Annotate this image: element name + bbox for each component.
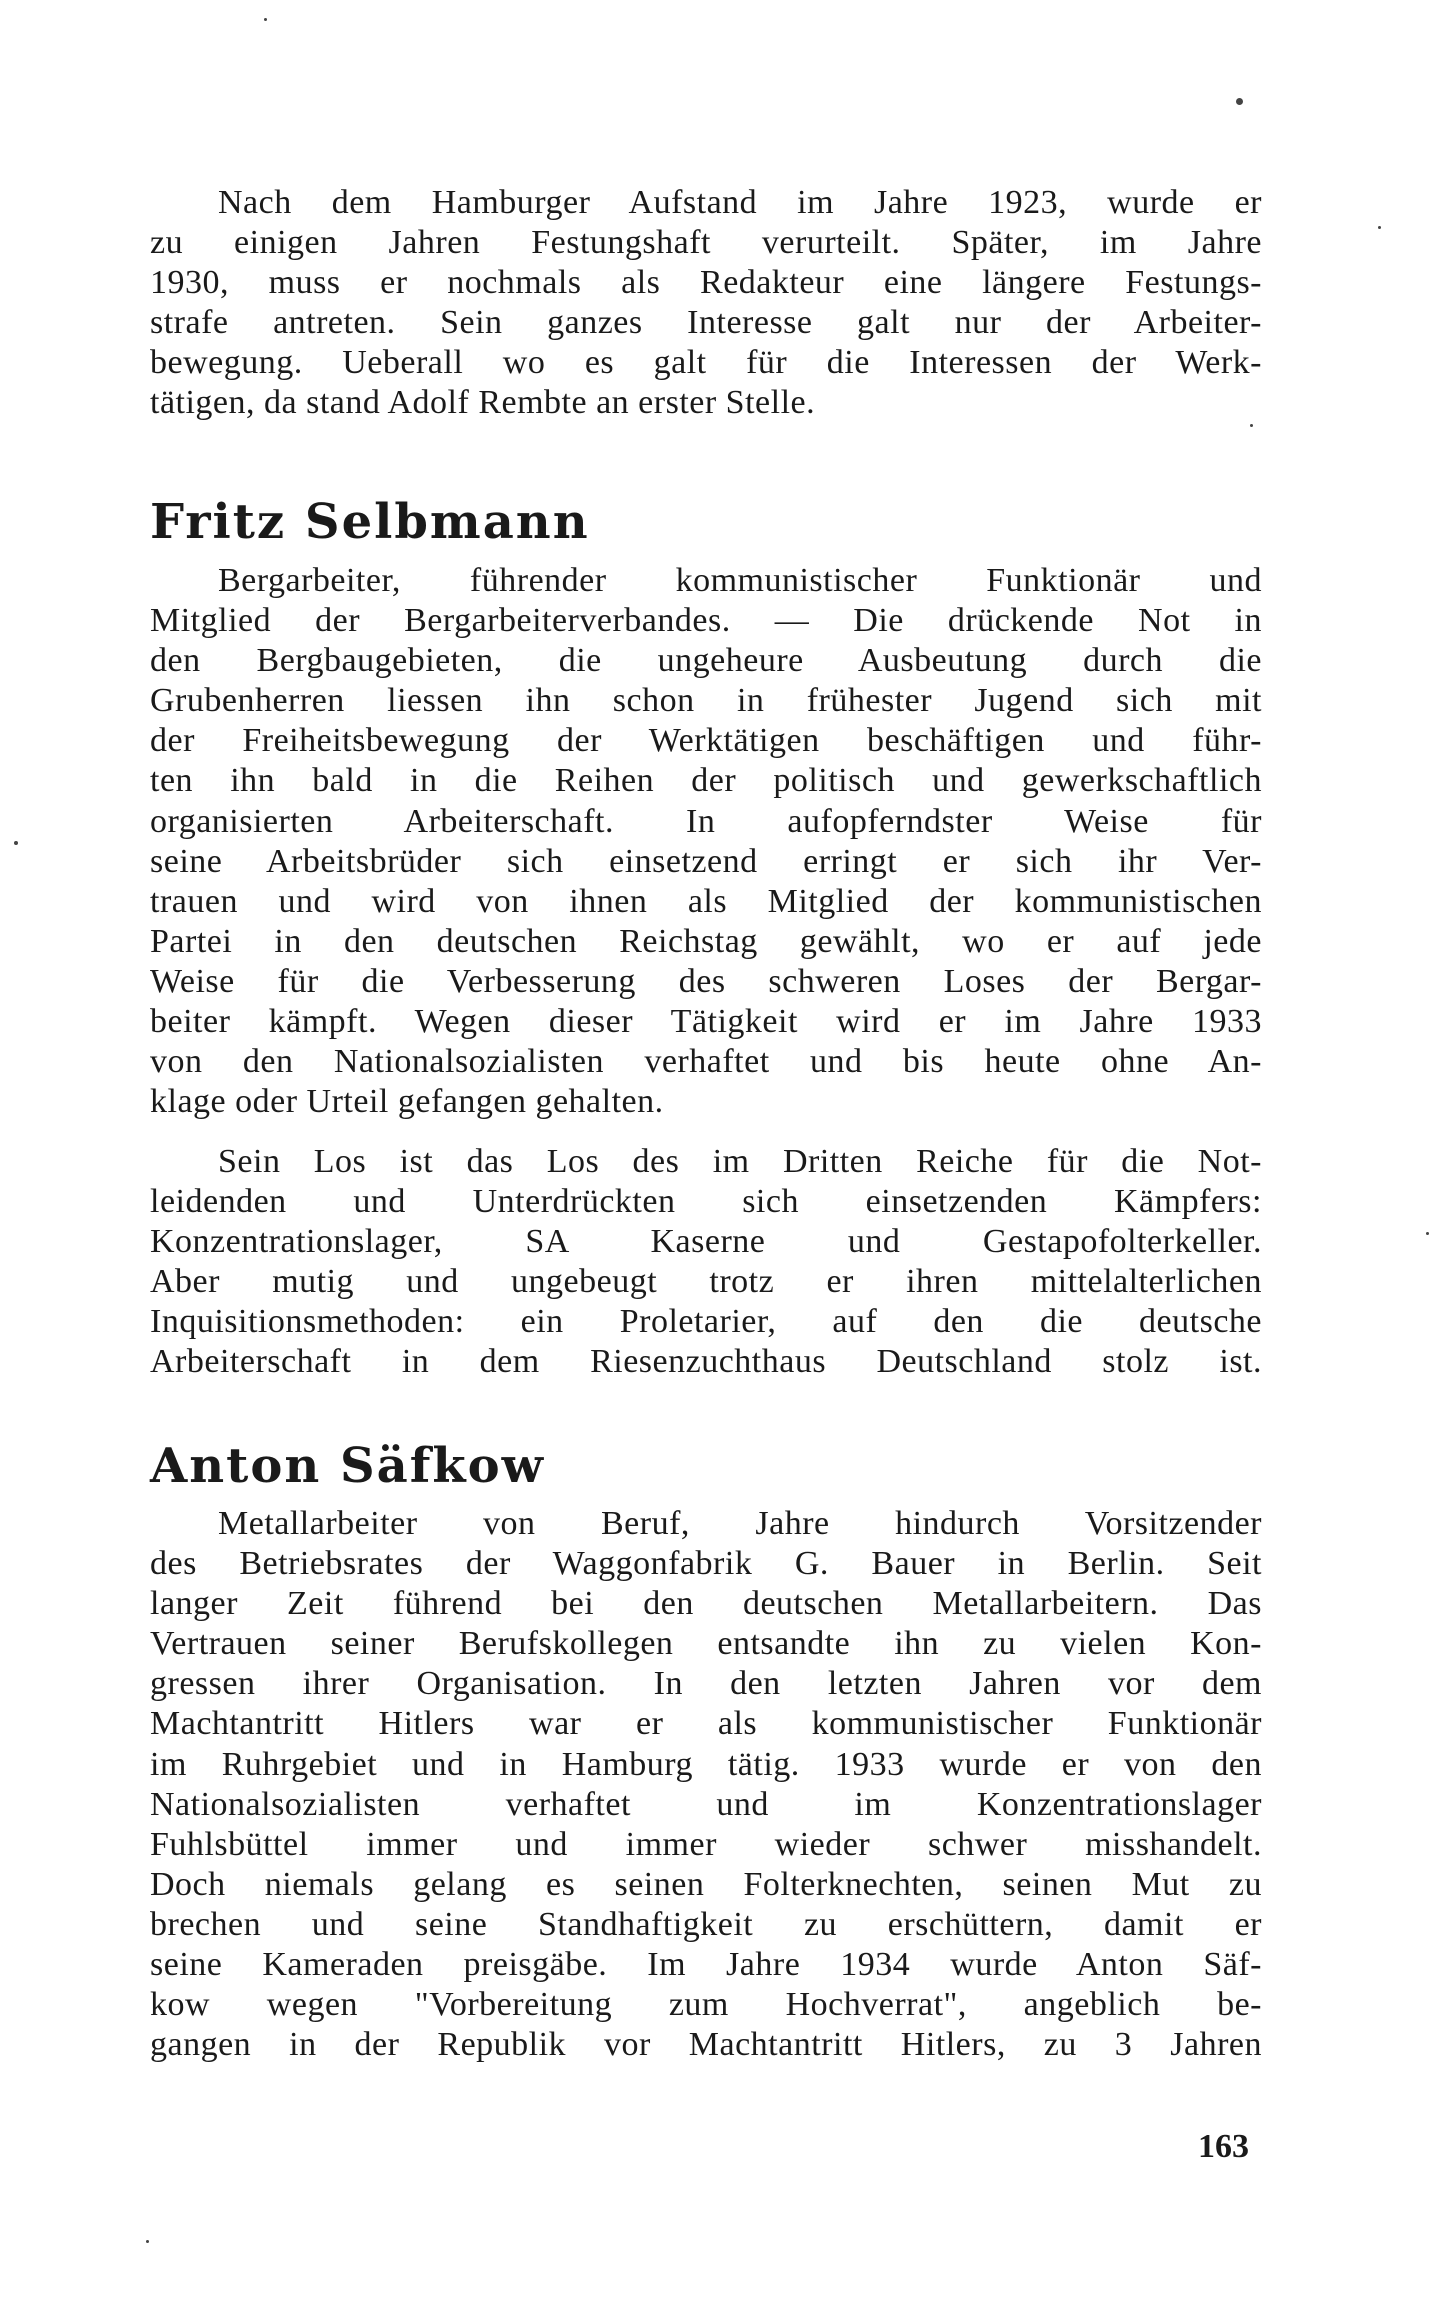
text-line: zu einigen Jahren Festungshaft verurteilt. Später, im Jahre <box>150 224 1262 262</box>
text-line: brechen und seine Standhaftigkeit zu erschüttern, damit er <box>150 1905 1262 1943</box>
scan-speck <box>1250 424 1253 427</box>
text-line: seine Kameraden preisgäbe. Im Jahre 1934 wurde Anton Säf- <box>150 1946 1262 1984</box>
text-line: organisierten Arbeiterschaft. In aufopferndster Weise für <box>150 802 1262 840</box>
section-heading-selbmann: Fritz Selbmann <box>150 494 590 550</box>
text-line: strafe antreten. Sein ganzes Interesse galt nur der Arbeiter- <box>150 304 1262 342</box>
text-line: langer Zeit führend bei den deutschen Metallarbeitern. Das <box>150 1585 1262 1623</box>
text-line: Nach dem Hamburger Aufstand im Jahre 1923, wurde er <box>218 184 1262 221</box>
scan-speck <box>146 2240 149 2243</box>
text-line: den Bergbaugebieten, die ungeheure Ausbeutung durch die <box>150 642 1262 680</box>
text-line: der Freiheitsbewegung der Werktätigen beschäftigen und führ- <box>150 722 1262 760</box>
text-line: trauen und wird von ihnen als Mitglied der kommunistischen <box>150 882 1262 920</box>
section-heading-saefkow: Anton Säfkow <box>150 1438 545 1494</box>
text-line: Metallarbeiter von Beruf, Jahre hindurch Vorsitzender <box>218 1505 1262 1542</box>
text-line: Weise für die Verbesserung des schweren Loses der Bergar- <box>150 962 1262 1000</box>
text-line: Nationalsozialisten verhaftet und im Konzentrationslager <box>150 1785 1262 1823</box>
text-line: Mitglied der Bergarbeiterverbandes. — Die drückende Not in <box>150 602 1262 640</box>
text-line: von den Nationalsozialisten verhaftet und bis heute ohne An- <box>150 1043 1262 1081</box>
text-line: tätigen, da stand Adolf Rembte an erster Stelle. <box>150 384 816 422</box>
intro-paragraph <box>150 183 1262 424</box>
text-line: im Ruhrgebiet und in Hamburg tätig. 1933 wurde er von den <box>150 1745 1262 1783</box>
selbmann-paragraph-2 <box>150 1142 1262 1383</box>
text-line: Doch niemals gelang es seinen Folterknechten, seinen Mut zu <box>150 1865 1262 1903</box>
scan-speck <box>14 841 18 845</box>
text-line: Partei in den deutschen Reichstag gewählt, wo er auf jede <box>150 922 1262 960</box>
scan-speck <box>1426 1232 1429 1235</box>
text-line: Fuhlsbüttel immer und immer wieder schwer misshandelt. <box>150 1825 1262 1863</box>
scan-speck <box>1378 226 1381 229</box>
text-line: Konzentrationslager, SA Kaserne und Gestapofolterkeller. <box>150 1223 1262 1261</box>
text-line: Bergarbeiter, führender kommunistischer Funktionär und <box>218 562 1262 599</box>
text-line: 1930, muss er nochmals als Redakteur eine längere Festungs- <box>150 264 1262 302</box>
page-number: 163 <box>1198 2128 1249 2165</box>
text-line: Arbeiterschaft in dem Riesenzuchthaus Deutschland stolz ist. <box>150 1343 1262 1381</box>
text-line: gangen in der Republik vor Machtantritt Hitlers, zu 3 Jahren <box>150 2026 1262 2064</box>
selbmann-paragraph-1 <box>150 561 1262 1122</box>
text-line: beiter kämpft. Wegen dieser Tätigkeit wird er im Jahre 1933 <box>150 1003 1262 1041</box>
text-line: des Betriebsrates der Waggonfabrik G. Bauer in Berlin. Seit <box>150 1545 1262 1583</box>
text-line: klage oder Urteil gefangen gehalten. <box>150 1083 664 1121</box>
text-line: Grubenherren liessen ihn schon in frühester Jugend sich mit <box>150 682 1262 720</box>
text-line: seine Arbeitsbrüder sich einsetzend erringt er sich ihr Ver- <box>150 842 1262 880</box>
scan-speck <box>1236 98 1243 105</box>
text-line: ten ihn bald in die Reihen der politisch und gewerkschaftlich <box>150 762 1262 800</box>
scan-speck <box>264 18 267 21</box>
text-line: kow wegen "Vorbereitung zum Hochverrat", angeblich be- <box>150 1986 1262 2024</box>
text-line: Inquisitionsmethoden: ein Proletarier, auf den die deutsche <box>150 1303 1262 1341</box>
text-line: bewegung. Ueberall wo es galt für die Interessen der Werk- <box>150 344 1262 382</box>
text-line: Aber mutig und ungebeugt trotz er ihren mittelalterlichen <box>150 1263 1262 1301</box>
text-line: Vertrauen seiner Berufskollegen entsandte ihn zu vielen Kon- <box>150 1625 1262 1663</box>
saefkow-paragraph-1 <box>150 1504 1262 2065</box>
text-line: gressen ihrer Organisation. In den letzten Jahren vor dem <box>150 1665 1262 1703</box>
text-line: Sein Los ist das Los des im Dritten Reiche für die Not- <box>218 1143 1262 1180</box>
text-line: Machtantritt Hitlers war er als kommunistischer Funktionär <box>150 1705 1262 1743</box>
text-line: leidenden und Unterdrückten sich einsetzenden Kämpfers: <box>150 1183 1262 1221</box>
